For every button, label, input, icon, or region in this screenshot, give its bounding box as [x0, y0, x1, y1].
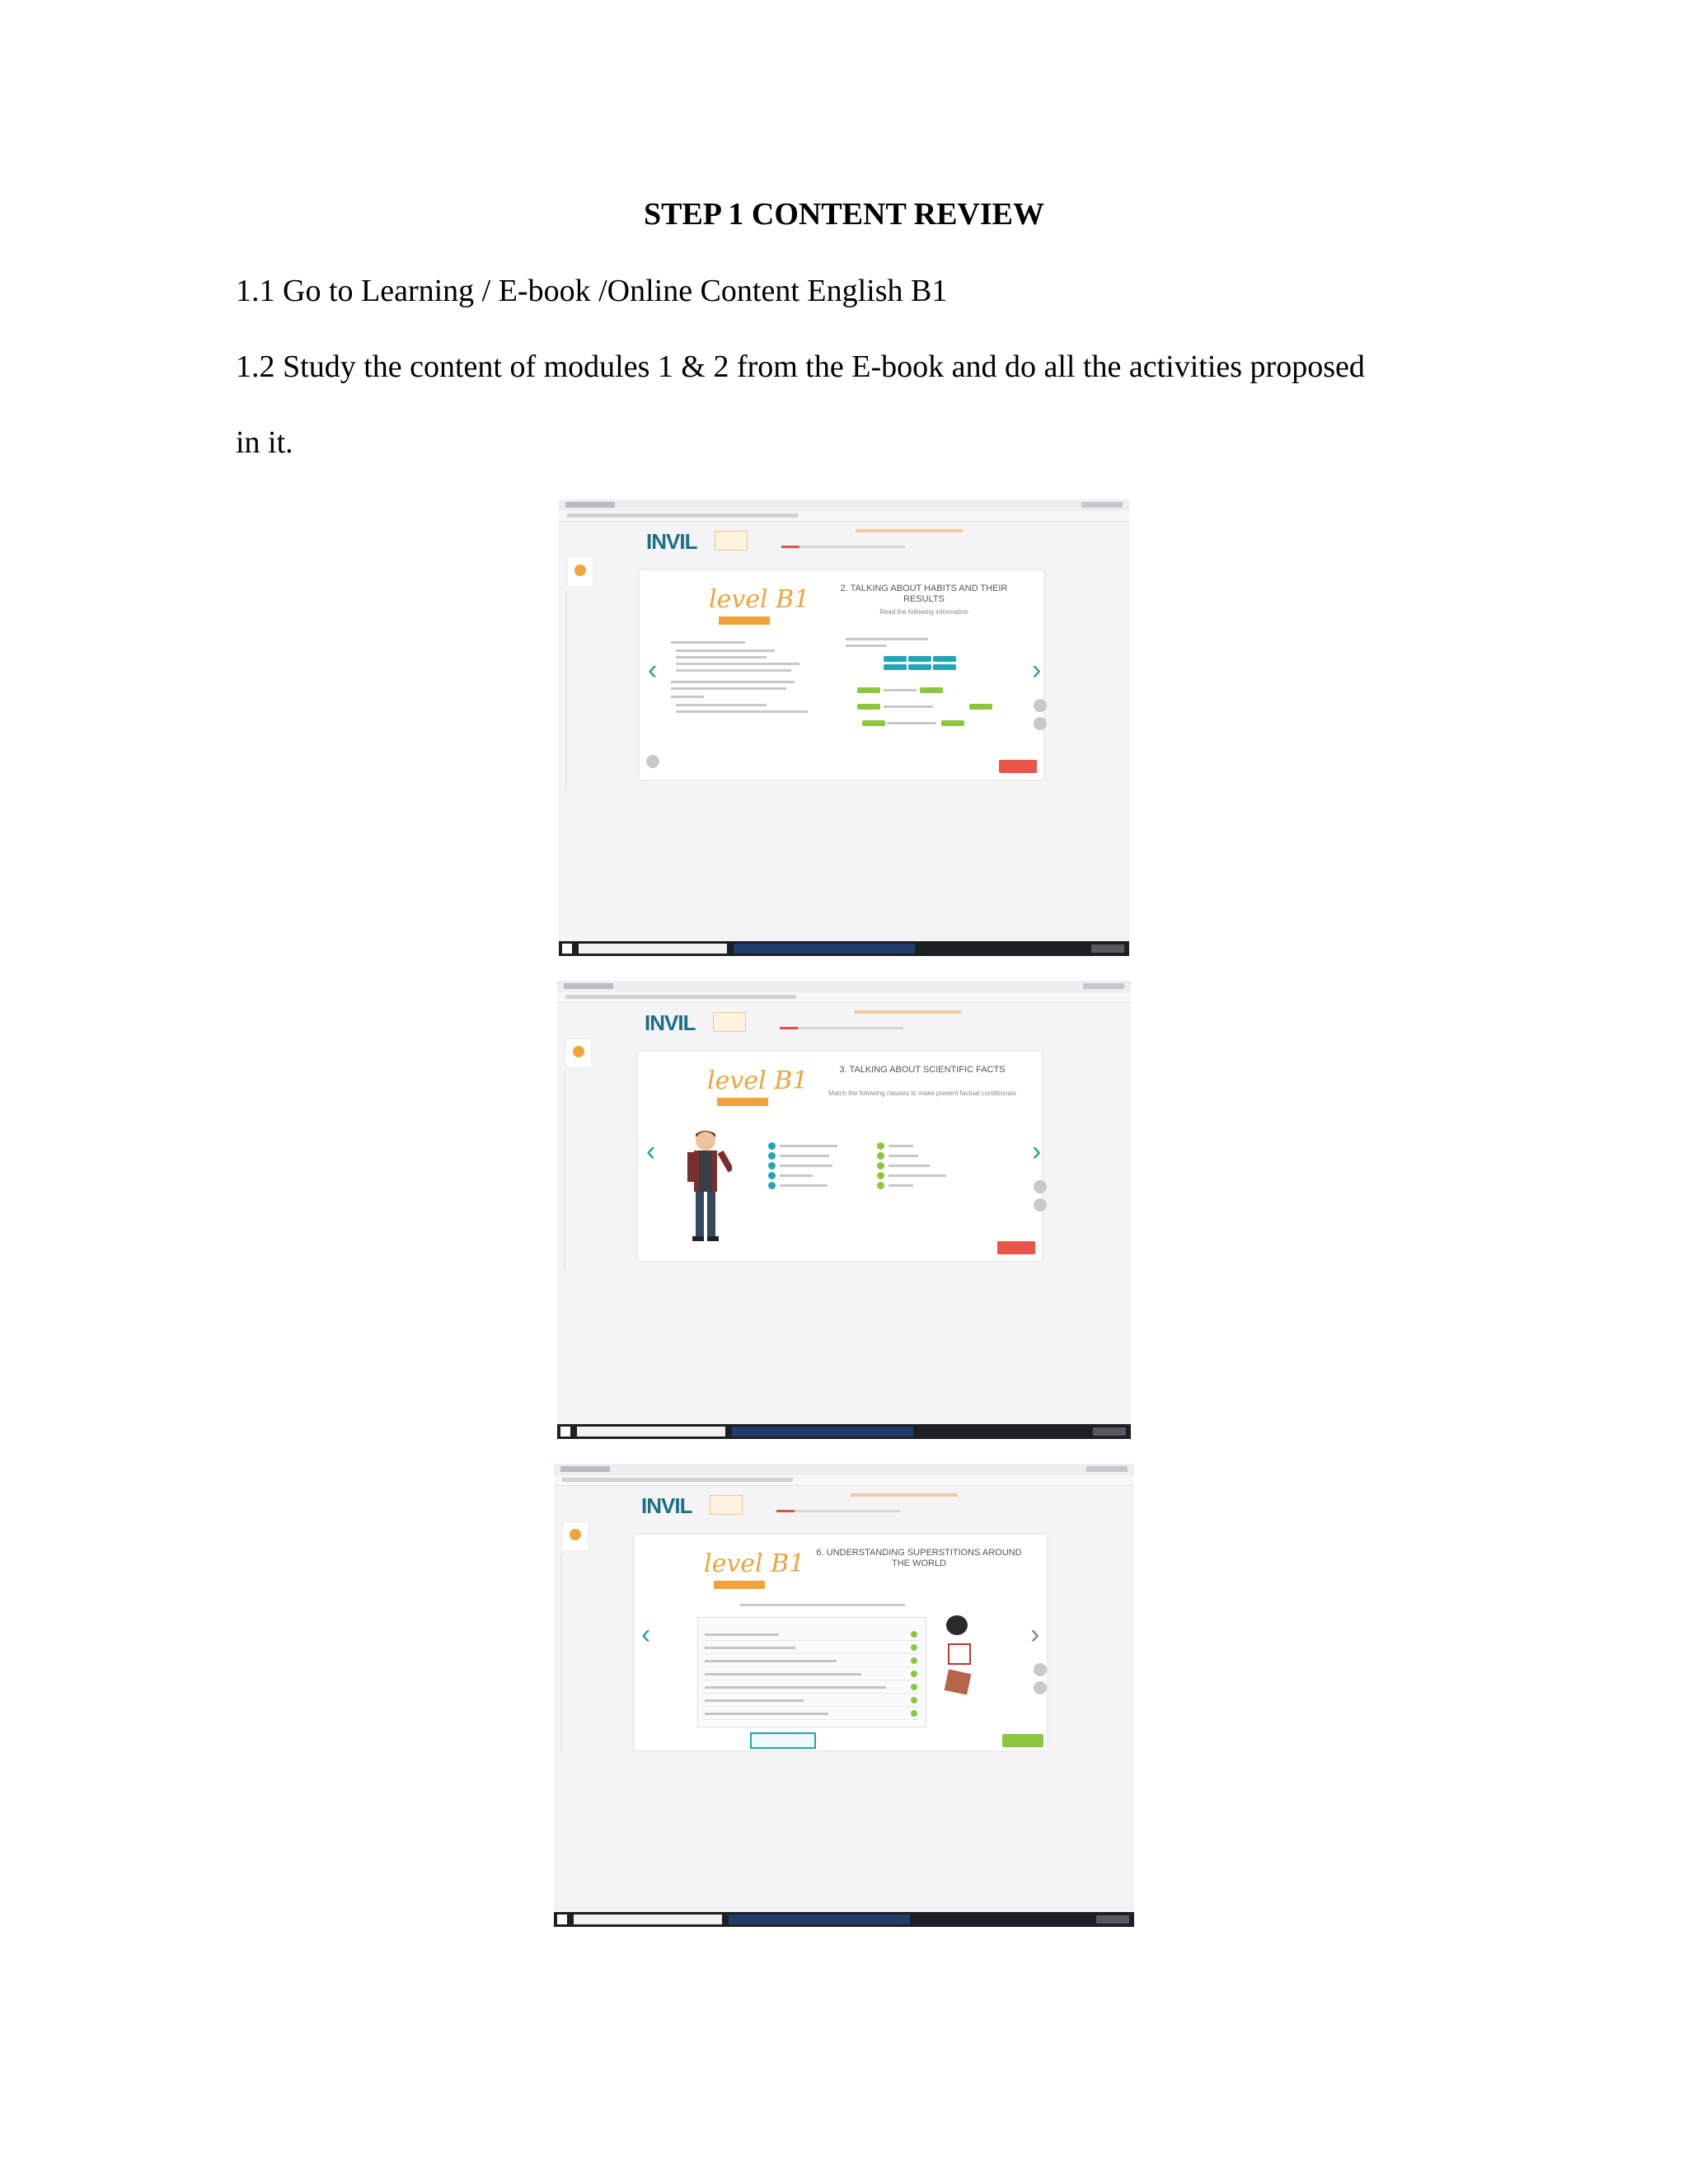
next-arrow-icon[interactable]: › — [1030, 1619, 1040, 1650]
check-icon[interactable] — [1034, 1180, 1047, 1193]
level-label: level B1 — [707, 1066, 809, 1095]
reset-icon[interactable] — [1034, 717, 1047, 730]
broken-mirror-image — [945, 1669, 972, 1694]
teacher-character-illustration — [682, 1126, 732, 1249]
lesson-card — [638, 1052, 1042, 1261]
sidebar-divider — [560, 1554, 562, 1752]
black-cat-image — [946, 1615, 968, 1635]
level-badge — [714, 1581, 765, 1589]
exit-button[interactable] — [997, 1241, 1035, 1254]
level-badge — [719, 616, 770, 625]
progress-bar — [780, 1027, 903, 1029]
calendar-13-image — [948, 1643, 971, 1665]
reset-icon[interactable] — [1034, 1681, 1047, 1694]
menu-button[interactable] — [565, 1038, 592, 1068]
exit-button[interactable] — [999, 760, 1037, 773]
progress-bar — [776, 1510, 900, 1512]
screenshot-module-superstitions — [554, 1464, 1134, 1927]
taskbar-clock — [1096, 1915, 1129, 1924]
instruction-step-1-2-line-1: 1.2 Study the content of modules 1 & 2 from the E-book and do all the activities proposed — [236, 349, 1365, 384]
module-label — [854, 1010, 961, 1014]
next-arrow-icon[interactable]: › — [1032, 654, 1042, 686]
check-icon — [911, 1697, 917, 1704]
browser-address-bar[interactable] — [554, 1475, 1134, 1486]
browser-titlebar — [559, 499, 1129, 511]
partner-badge — [710, 1495, 743, 1515]
lesson-instruction: Match the following clauses to make present factual conditionals — [828, 1090, 1016, 1097]
menu-icon — [570, 1529, 581, 1540]
sidebar-divider — [565, 590, 567, 788]
table-row[interactable] — [703, 1643, 919, 1654]
taskbar-apps[interactable] — [729, 1915, 910, 1924]
sidebar-divider — [564, 1071, 565, 1269]
lesson-card — [640, 570, 1043, 780]
taskbar-apps[interactable] — [732, 1427, 913, 1436]
level-label: level B1 — [704, 1549, 805, 1578]
prev-arrow-icon[interactable]: ‹ — [646, 1136, 656, 1167]
table-row[interactable] — [703, 1682, 919, 1694]
partner-badge — [713, 1012, 746, 1032]
taskbar-search[interactable] — [574, 1915, 722, 1924]
invil-logo: INVIL — [645, 1010, 696, 1035]
menu-button[interactable] — [567, 557, 593, 587]
screenshot-module-scientific-facts — [557, 981, 1131, 1439]
table-row[interactable] — [703, 1656, 919, 1667]
check-icon — [911, 1631, 917, 1638]
module-label — [851, 1493, 958, 1497]
lesson-card — [635, 1535, 1047, 1750]
lesson-title: 2. TALKING ABOUT HABITS AND THEIR RESULTS — [840, 583, 1008, 604]
partner-badge — [715, 531, 748, 551]
check-icon — [911, 1671, 917, 1677]
menu-icon — [574, 565, 586, 576]
info-icon[interactable] — [646, 755, 659, 768]
check-icon[interactable] — [1034, 699, 1047, 712]
progress-bar — [781, 546, 905, 548]
taskbar-search[interactable] — [579, 944, 727, 954]
screenshot-module-habits — [559, 499, 1129, 956]
level-badge — [717, 1098, 768, 1106]
table-row[interactable] — [703, 1695, 919, 1707]
table-row[interactable] — [703, 1708, 919, 1720]
check-icon[interactable] — [1034, 1663, 1047, 1676]
taskbar-clock — [1091, 944, 1124, 953]
window-controls[interactable] — [1083, 983, 1124, 989]
browser-titlebar — [557, 981, 1131, 992]
next-activity-button[interactable] — [1002, 1734, 1043, 1747]
windows-taskbar — [559, 941, 1129, 956]
instruction-step-1-1: 1.1 Go to Learning / E-book /Online Content English B1 — [236, 274, 948, 308]
invil-logo: INVIL — [641, 1493, 692, 1518]
check-icon — [911, 1684, 917, 1690]
prev-arrow-icon[interactable]: ‹ — [648, 654, 658, 686]
menu-icon — [573, 1046, 584, 1057]
prev-arrow-icon[interactable]: ‹ — [641, 1619, 651, 1650]
menu-button[interactable] — [562, 1521, 588, 1551]
windows-start-icon[interactable] — [557, 1915, 567, 1924]
level-label: level B1 — [709, 585, 810, 614]
reset-icon[interactable] — [1034, 1198, 1047, 1212]
window-controls[interactable] — [1081, 502, 1123, 508]
taskbar-apps[interactable] — [734, 944, 915, 954]
check-icon — [911, 1644, 917, 1651]
window-controls[interactable] — [1086, 1466, 1128, 1472]
table-row[interactable] — [703, 1629, 919, 1641]
lesson-title: 3. TALKING ABOUT SCIENTIFIC FACTS — [839, 1065, 1006, 1075]
taskbar-search[interactable] — [577, 1427, 725, 1436]
check-icon — [911, 1657, 917, 1664]
taskbar-clock — [1093, 1427, 1126, 1436]
windows-taskbar — [557, 1424, 1131, 1439]
windows-taskbar — [554, 1912, 1134, 1927]
browser-titlebar — [554, 1464, 1134, 1475]
invil-logo: INVIL — [646, 529, 697, 554]
true-false-table — [697, 1617, 926, 1727]
instruction-step-1-2-line-2: in it. — [236, 425, 293, 460]
lesson-title: 6. UNDERSTANDING SUPERSTITIONS AROUND THE WORLD — [816, 1548, 1022, 1568]
browser-address-bar[interactable] — [557, 992, 1131, 1003]
audio-player[interactable] — [750, 1732, 816, 1749]
check-icon — [911, 1710, 917, 1717]
windows-start-icon[interactable] — [560, 1427, 570, 1436]
next-arrow-icon[interactable]: › — [1032, 1136, 1042, 1167]
page-heading: STEP 1 CONTENT REVIEW — [643, 197, 1045, 232]
module-label — [856, 529, 963, 532]
windows-start-icon[interactable] — [562, 944, 572, 954]
table-row[interactable] — [703, 1669, 919, 1680]
browser-address-bar[interactable] — [559, 511, 1129, 522]
lesson-instruction: Read the following information — [879, 608, 968, 616]
